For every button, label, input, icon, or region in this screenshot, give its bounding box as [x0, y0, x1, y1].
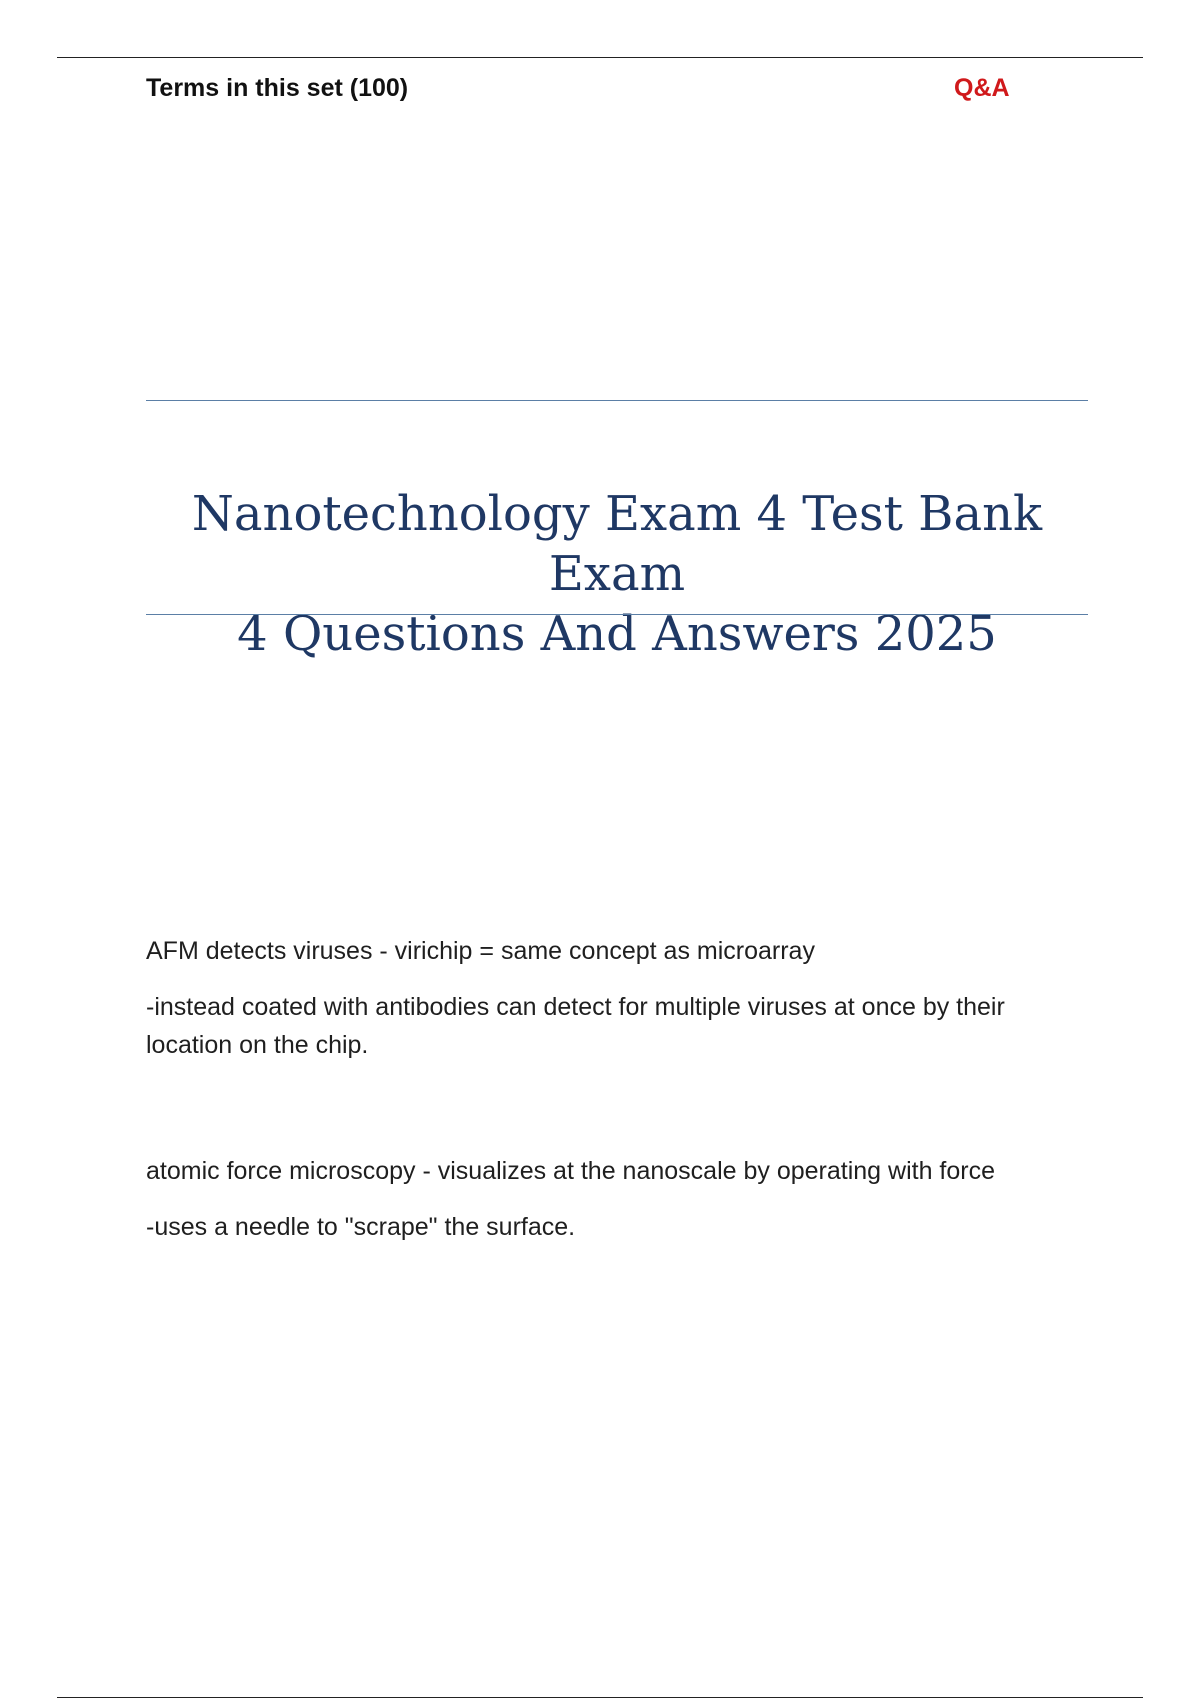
terms-count-label: Terms in this set (100) — [146, 74, 409, 102]
bottom-page-rule — [57, 1697, 1143, 1698]
qa-answer: -instead coated with antibodies can detect for multiple viruses at once by their location on the chip. — [146, 993, 1005, 1059]
qa-content — [146, 932, 1076, 1246]
top-page-rule — [57, 57, 1143, 58]
qa-label: Q&A — [954, 74, 1010, 102]
document-header — [146, 74, 1018, 106]
qa-entry — [146, 932, 1076, 1064]
document-title — [146, 484, 1088, 664]
title-top-rule — [146, 400, 1088, 401]
qa-term: AFM detects viruses - virichip = same concept as microarray — [146, 937, 815, 965]
document-title-line-2: 4 Questions And Answers 2025 — [237, 606, 997, 662]
qa-entry — [146, 1152, 1076, 1246]
title-bottom-rule — [146, 614, 1088, 615]
document-title-line-1: Nanotechnology Exam 4 Test Bank Exam — [191, 486, 1043, 602]
qa-answer: -uses a needle to "scrape" the surface. — [146, 1213, 576, 1241]
qa-term: atomic force microscopy - visualizes at the nanoscale by operating with force — [146, 1157, 995, 1185]
